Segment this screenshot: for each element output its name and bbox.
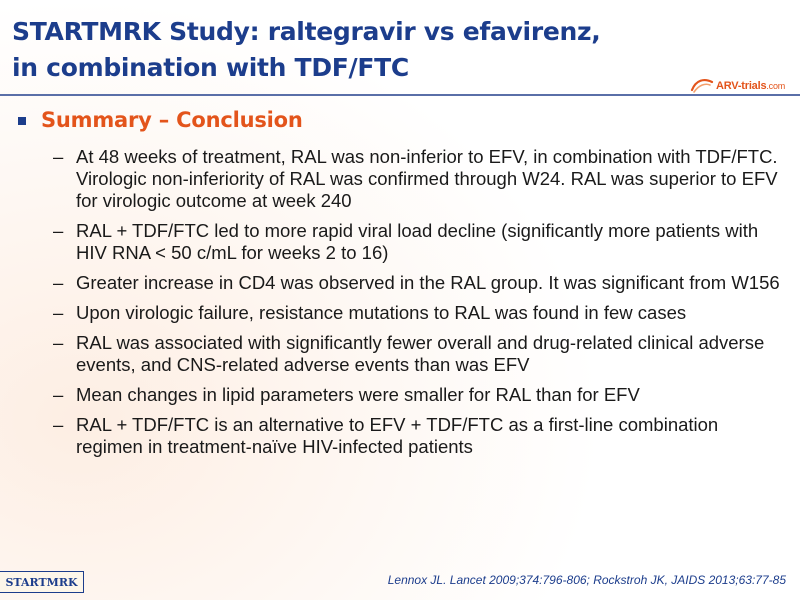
conclusion-bullet-list — [48, 146, 788, 466]
dash-bullet-icon: – — [53, 414, 64, 435]
study-badge: STARTMRK — [0, 571, 84, 593]
arv-trials-logo-text — [716, 80, 785, 92]
conclusion-bullet-text: RAL was associated with significantly fewer overall and drug-related clinical adverse events, and CNS-related adverse events than was EFV — [76, 332, 765, 375]
conclusion-bullet-item — [48, 414, 788, 458]
conclusion-bullet-item — [48, 384, 788, 406]
conclusion-bullet-text: Upon virologic failure, resistance mutations to RAL was found in few cases — [76, 302, 687, 323]
dash-bullet-icon: – — [53, 146, 64, 167]
conclusion-bullet-text: Greater increase in CD4 was observed in the RAL group. It was significant from W156 — [76, 272, 780, 293]
slide-title-line-2: in combination with TDF/FTC — [12, 53, 409, 82]
conclusion-bullet-item — [48, 302, 788, 324]
conclusion-bullet-item — [48, 272, 788, 294]
conclusion-bullet-item — [48, 332, 788, 376]
conclusion-bullet-text: At 48 weeks of treatment, RAL was non-inferior to EFV, in combination with TDF/FTC. Virologic non-inferiority of RAL was confirmed through W24. RAL was superior to EFV for virologic outcome at week 240 — [76, 146, 778, 211]
logo-name: ARV-trials — [716, 80, 767, 92]
conclusion-bullet-item — [48, 220, 788, 264]
section-heading-text: Summary – Conclusion — [41, 108, 303, 132]
dash-bullet-icon: – — [53, 332, 64, 353]
conclusion-bullet-text: Mean changes in lipid parameters were smaller for RAL than for EFV — [76, 384, 640, 405]
reference-citation: Lennox JL. Lancet 2009;374:796-806; Rockstroh JK, JAIDS 2013;63:77-85 — [387, 573, 786, 587]
dash-bullet-icon: – — [53, 384, 64, 405]
slide-title-line-1: STARTMRK Study: raltegravir vs efavirenz, — [12, 17, 601, 46]
dash-bullet-icon: – — [53, 302, 64, 323]
conclusion-bullet-item — [48, 146, 788, 212]
logo-domain: .com — [766, 81, 786, 91]
section-heading — [18, 108, 303, 132]
conclusion-bullet-text: RAL + TDF/FTC is an alternative to EFV + TDF/FTC as a first-line combination regimen in treatment-naïve HIV-infected patients — [76, 414, 719, 457]
conclusion-bullet-text: RAL + TDF/FTC led to more rapid viral load decline (significantly more patients with HIV RNA < 50 c/mL for weeks 2 to 16) — [76, 220, 759, 263]
arv-trials-swoosh-icon — [690, 78, 714, 94]
dash-bullet-icon: – — [53, 272, 64, 293]
slide-title — [12, 14, 652, 86]
square-bullet-icon — [18, 117, 26, 125]
arv-trials-logo — [690, 76, 785, 96]
dash-bullet-icon: – — [53, 220, 64, 241]
title-divider — [0, 94, 800, 96]
